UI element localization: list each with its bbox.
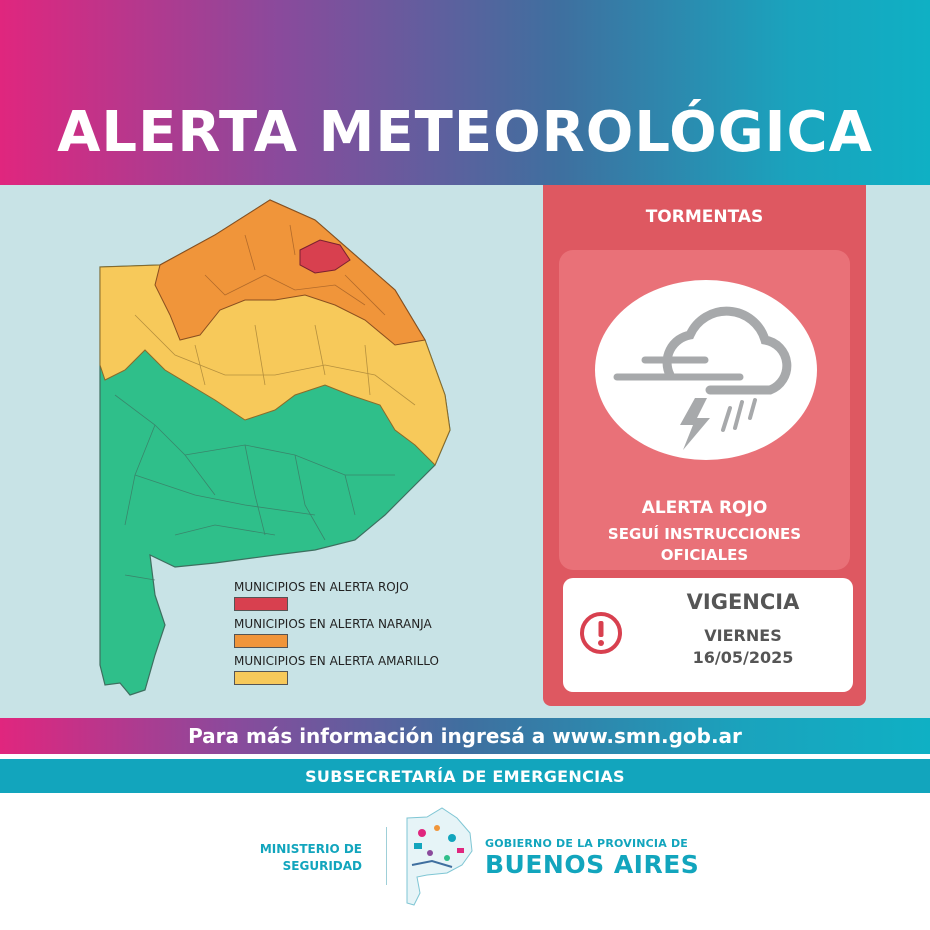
footer [0, 793, 930, 930]
alert-instructions-line1: SEGUÍ INSTRUCCIONES [607, 525, 802, 543]
legend-swatch-yellow [234, 671, 288, 685]
alert-card [559, 250, 850, 570]
subsecretaria-bar [0, 759, 930, 793]
validity-date: 16/05/2025 [692, 648, 794, 667]
legend-label-red: MUNICIPIOS EN ALERTA ROJO [234, 580, 409, 594]
legend-label-orange: MUNICIPIOS EN ALERTA NARANJA [234, 617, 432, 631]
legend-swatch-orange [234, 634, 288, 648]
alert-instructions-line2: OFICIALES [660, 546, 749, 564]
info-text: Para más información ingresá a www.smn.gob.ar [188, 724, 742, 748]
ministry-label [250, 841, 362, 875]
header-banner [0, 0, 930, 185]
alert-type-title: TORMENTAS [645, 207, 764, 227]
government-name: BUENOS AIRES [485, 850, 700, 879]
page-title: ALERTA METEOROLÓGICA [57, 100, 873, 165]
alert-instructions [559, 524, 850, 566]
ministry-line2: SEGURIDAD [282, 859, 362, 873]
legend-swatch-red [234, 597, 288, 611]
info-bar [0, 718, 930, 754]
legend-item-yellow [234, 654, 439, 685]
footer-divider [386, 827, 387, 885]
validity-day: VIERNES [704, 626, 782, 645]
validity-card [563, 578, 853, 692]
alert-panel [543, 185, 866, 706]
legend-item-red [234, 580, 439, 611]
exclamation-icon [579, 611, 623, 655]
thunderstorm-icon [595, 280, 817, 460]
buenos-aires-logo-icon [402, 803, 477, 908]
ministry-line1: MINISTERIO DE [259, 842, 362, 856]
subsecretaria-text: SUBSECRETARÍA DE EMERGENCIAS [305, 767, 625, 786]
alert-level: ALERTA ROJO [641, 498, 768, 518]
icon-circle [595, 280, 817, 460]
map-legend [234, 580, 439, 691]
validity-title: VIGENCIA [686, 590, 800, 614]
legend-label-yellow: MUNICIPIOS EN ALERTA AMARILLO [234, 654, 439, 668]
legend-item-orange [234, 617, 439, 648]
government-line: GOBIERNO DE LA PROVINCIA DE [485, 837, 689, 850]
